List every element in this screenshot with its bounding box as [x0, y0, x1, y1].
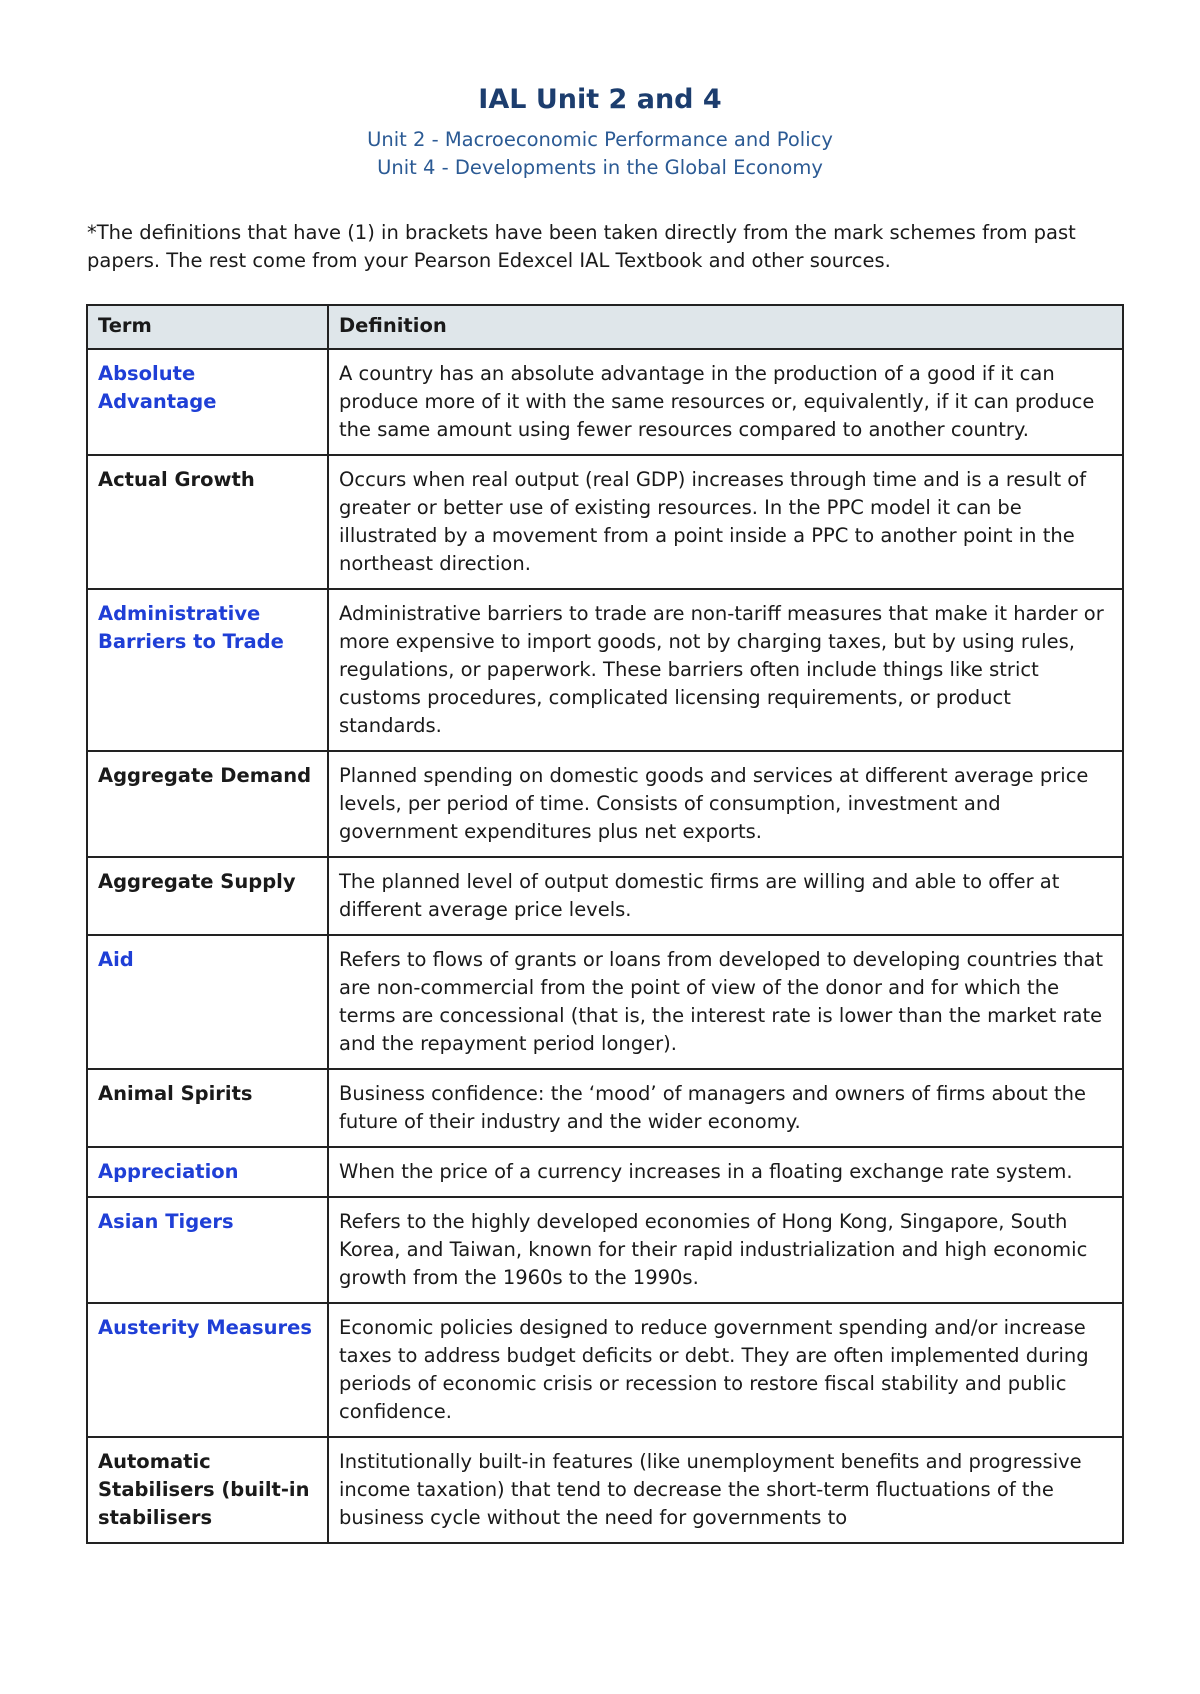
subtitle-unit-4: Unit 4 - Developments in the Global Economy [377, 156, 823, 179]
page-title: IAL Unit 2 and 4 [478, 84, 722, 115]
term-cell: Animal Spirits [87, 1069, 328, 1147]
definition-cell: Occurs when real output (real GDP) increases through time and is a result of greater or better use of existing resources. In the PPC model it can be illustrated by a movement from a point inside a PPC to another point in the northeast direction. [328, 455, 1123, 589]
term-cell: Aggregate Demand [87, 751, 328, 857]
source-note: *The definitions that have (1) in brackets have been taken directly from the mark schemes from past papers. The rest come from your Pearson Edexcel IAL Textbook and other sources. [87, 221, 1076, 272]
column-header-definition: Definition [328, 305, 1123, 349]
table-row [87, 751, 1123, 857]
term-cell: Automatic Stabilisers (built-in stabilisers [87, 1437, 328, 1543]
subtitle-unit-2: Unit 2 - Macroeconomic Performance and Policy [367, 128, 833, 151]
table-body [87, 349, 1123, 1543]
definition-cell: Refers to the highly developed economies of Hong Kong, Singapore, South Korea, and Taiwan, known for their rapid industrialization and high economic growth from the 1960s to the 1990s. [328, 1197, 1123, 1303]
term-cell: Absolute Advantage [87, 349, 328, 455]
table-row [87, 349, 1123, 455]
term-cell: Appreciation [87, 1147, 328, 1197]
definition-cell: A country has an absolute advantage in the production of a good if it can produce more of it with the same resources or, equivalently, if it can produce the same amount using fewer resources compared to another country. [328, 349, 1123, 455]
term-cell: Actual Growth [87, 455, 328, 589]
term-cell: Administrative Barriers to Trade [87, 589, 328, 751]
definition-cell: When the price of a currency increases in a floating exchange rate system. [328, 1147, 1123, 1197]
term-cell: Aggregate Supply [87, 857, 328, 935]
table-row [87, 857, 1123, 935]
table-row [87, 455, 1123, 589]
definitions-table [86, 304, 1124, 1544]
table-row [87, 1069, 1123, 1147]
term-cell: Asian Tigers [87, 1197, 328, 1303]
table-row [87, 1147, 1123, 1197]
definition-cell: Business confidence: the ‘mood’ of managers and owners of firms about the future of their industry and the wider economy. [328, 1069, 1123, 1147]
definition-cell: Economic policies designed to reduce government spending and/or increase taxes to address budget deficits or debt. They are often implemented during periods of economic crisis or recession to restore fiscal stability and public confidence. [328, 1303, 1123, 1437]
table-row [87, 589, 1123, 751]
definition-cell: Planned spending on domestic goods and services at different average price levels, per period of time. Consists of consumption, investment and government expenditures plus net exports. [328, 751, 1123, 857]
definition-cell: Refers to flows of grants or loans from developed to developing countries that are non-commercial from the point of view of the donor and for which the terms are concessional (that is, the interest rate is lower than the market rate and the repayment period longer). [328, 935, 1123, 1069]
term-cell: Austerity Measures [87, 1303, 328, 1437]
term-cell: Aid [87, 935, 328, 1069]
table-row [87, 1437, 1123, 1543]
definition-cell: Administrative barriers to trade are non-tariff measures that make it harder or more expensive to import goods, not by charging taxes, but by using rules, regulations, or paperwork. These barriers often include things like strict customs procedures, complicated licensing requirements, or product standards. [328, 589, 1123, 751]
definition-cell: The planned level of output domestic firms are willing and able to offer at different average price levels. [328, 857, 1123, 935]
column-header-term: Term [87, 305, 328, 349]
table-header-row [87, 305, 1123, 349]
table-row [87, 935, 1123, 1069]
definition-cell: Institutionally built-in features (like unemployment benefits and progressive income taxation) that tend to decrease the short-term fluctuations of the business cycle without the need for governments to [328, 1437, 1123, 1543]
table-row [87, 1303, 1123, 1437]
table-row [87, 1197, 1123, 1303]
